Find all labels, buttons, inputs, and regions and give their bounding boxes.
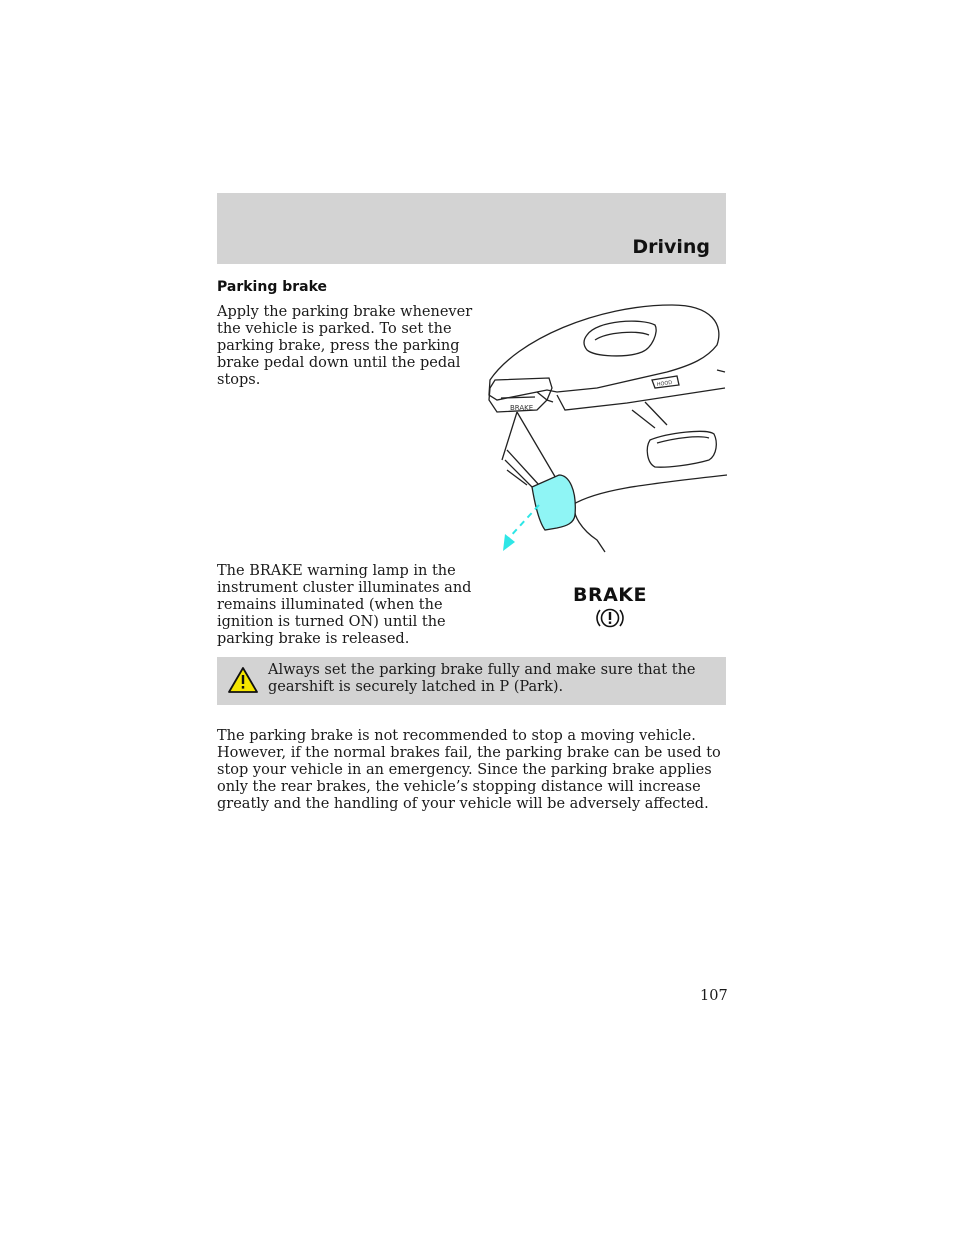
warning-text: Always set the parking brake fully and make sure that the gearshift is securely latched in P (Park). (268, 662, 696, 695)
apply-parking-brake-paragraph: Apply the parking brake whenever the vehicle is parked. To set the parking brake, press the parking brake pedal down until the pedal stops. (217, 304, 473, 388)
page-number: 107 (700, 988, 728, 1004)
section-title: Driving (632, 236, 710, 258)
parking-brake-pedal (532, 475, 575, 530)
warning-box (217, 657, 726, 705)
brake-warning-lamp-paragraph: The BRAKE warning lamp in the instrument cluster illuminates and remains illuminated (when the ignition is turned ON) until the parking brake is released. (217, 563, 472, 647)
warning-triangle-icon (227, 666, 259, 694)
lower-dash-line (557, 388, 725, 410)
pedal-motion-arrow (503, 534, 515, 551)
brake-warning-icon (595, 606, 625, 630)
brake-warning-lamp-symbol (560, 584, 660, 634)
dashboard-outline (489, 305, 719, 400)
pedal-arm (632, 402, 667, 428)
parking-brake-heading: Parking brake (217, 279, 328, 295)
brake-lamp-word: BRAKE (572, 584, 648, 606)
floor-line (572, 475, 727, 505)
section-header-band (217, 193, 726, 264)
hood-release-label: HOOD (656, 379, 673, 388)
emergency-use-paragraph: The parking brake is not recommended to stop a moving vehicle. However, if the normal brakes fail, the parking brake can be used to stop your vehicle in an emergency. Since the parking brake applies only the rear brakes, the vehicle’s stopping distance will increase greatly and the handling of your vehicle will be adversely affected. (217, 728, 721, 812)
dashboard-vent (584, 321, 656, 356)
parking-brake-pedal-illustration (477, 300, 727, 555)
pedal-motion-dashed-line (507, 505, 539, 540)
brake-release-label: BRAKE (510, 404, 534, 412)
